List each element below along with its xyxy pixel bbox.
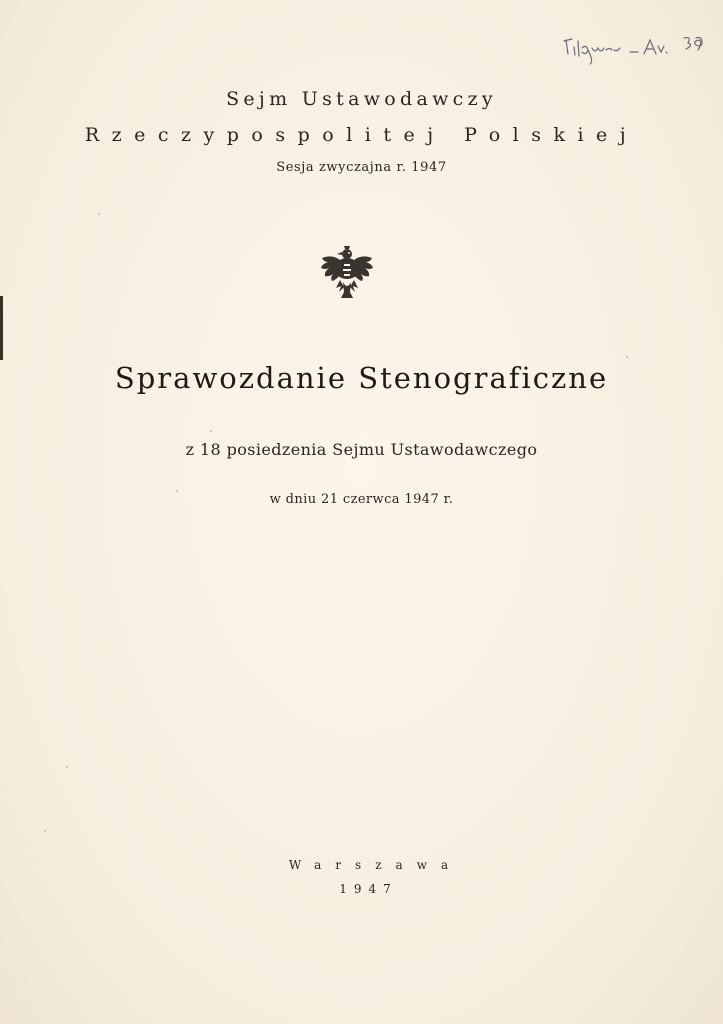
binding-edge bbox=[0, 296, 3, 360]
session-line: Sesja zwyczajna r. 1947 bbox=[276, 160, 447, 175]
paper-speck bbox=[44, 830, 46, 832]
paper-speck bbox=[176, 490, 178, 492]
publication-year: 1947 bbox=[339, 882, 398, 896]
place-of-publication: Warszawa bbox=[288, 858, 463, 872]
polish-eagle-emblem-icon bbox=[318, 242, 376, 302]
document-title: Sprawozdanie Stenograficzne bbox=[114, 361, 609, 395]
issuer-name: Sejm Ustawodawczy bbox=[226, 88, 497, 110]
date-line: w dniu 21 czerwca 1947 r. bbox=[269, 492, 454, 507]
issuer-state: Rzeczypospolitej Polskiej bbox=[84, 124, 639, 146]
handwritten-note bbox=[560, 32, 720, 72]
paper-speck bbox=[98, 213, 100, 215]
paper-speck bbox=[210, 430, 212, 432]
paper-speck bbox=[66, 766, 68, 768]
sitting-line: z 18 posiedzenia Sejmu Ustawodawczego bbox=[185, 440, 538, 459]
paper-speck bbox=[626, 356, 628, 358]
